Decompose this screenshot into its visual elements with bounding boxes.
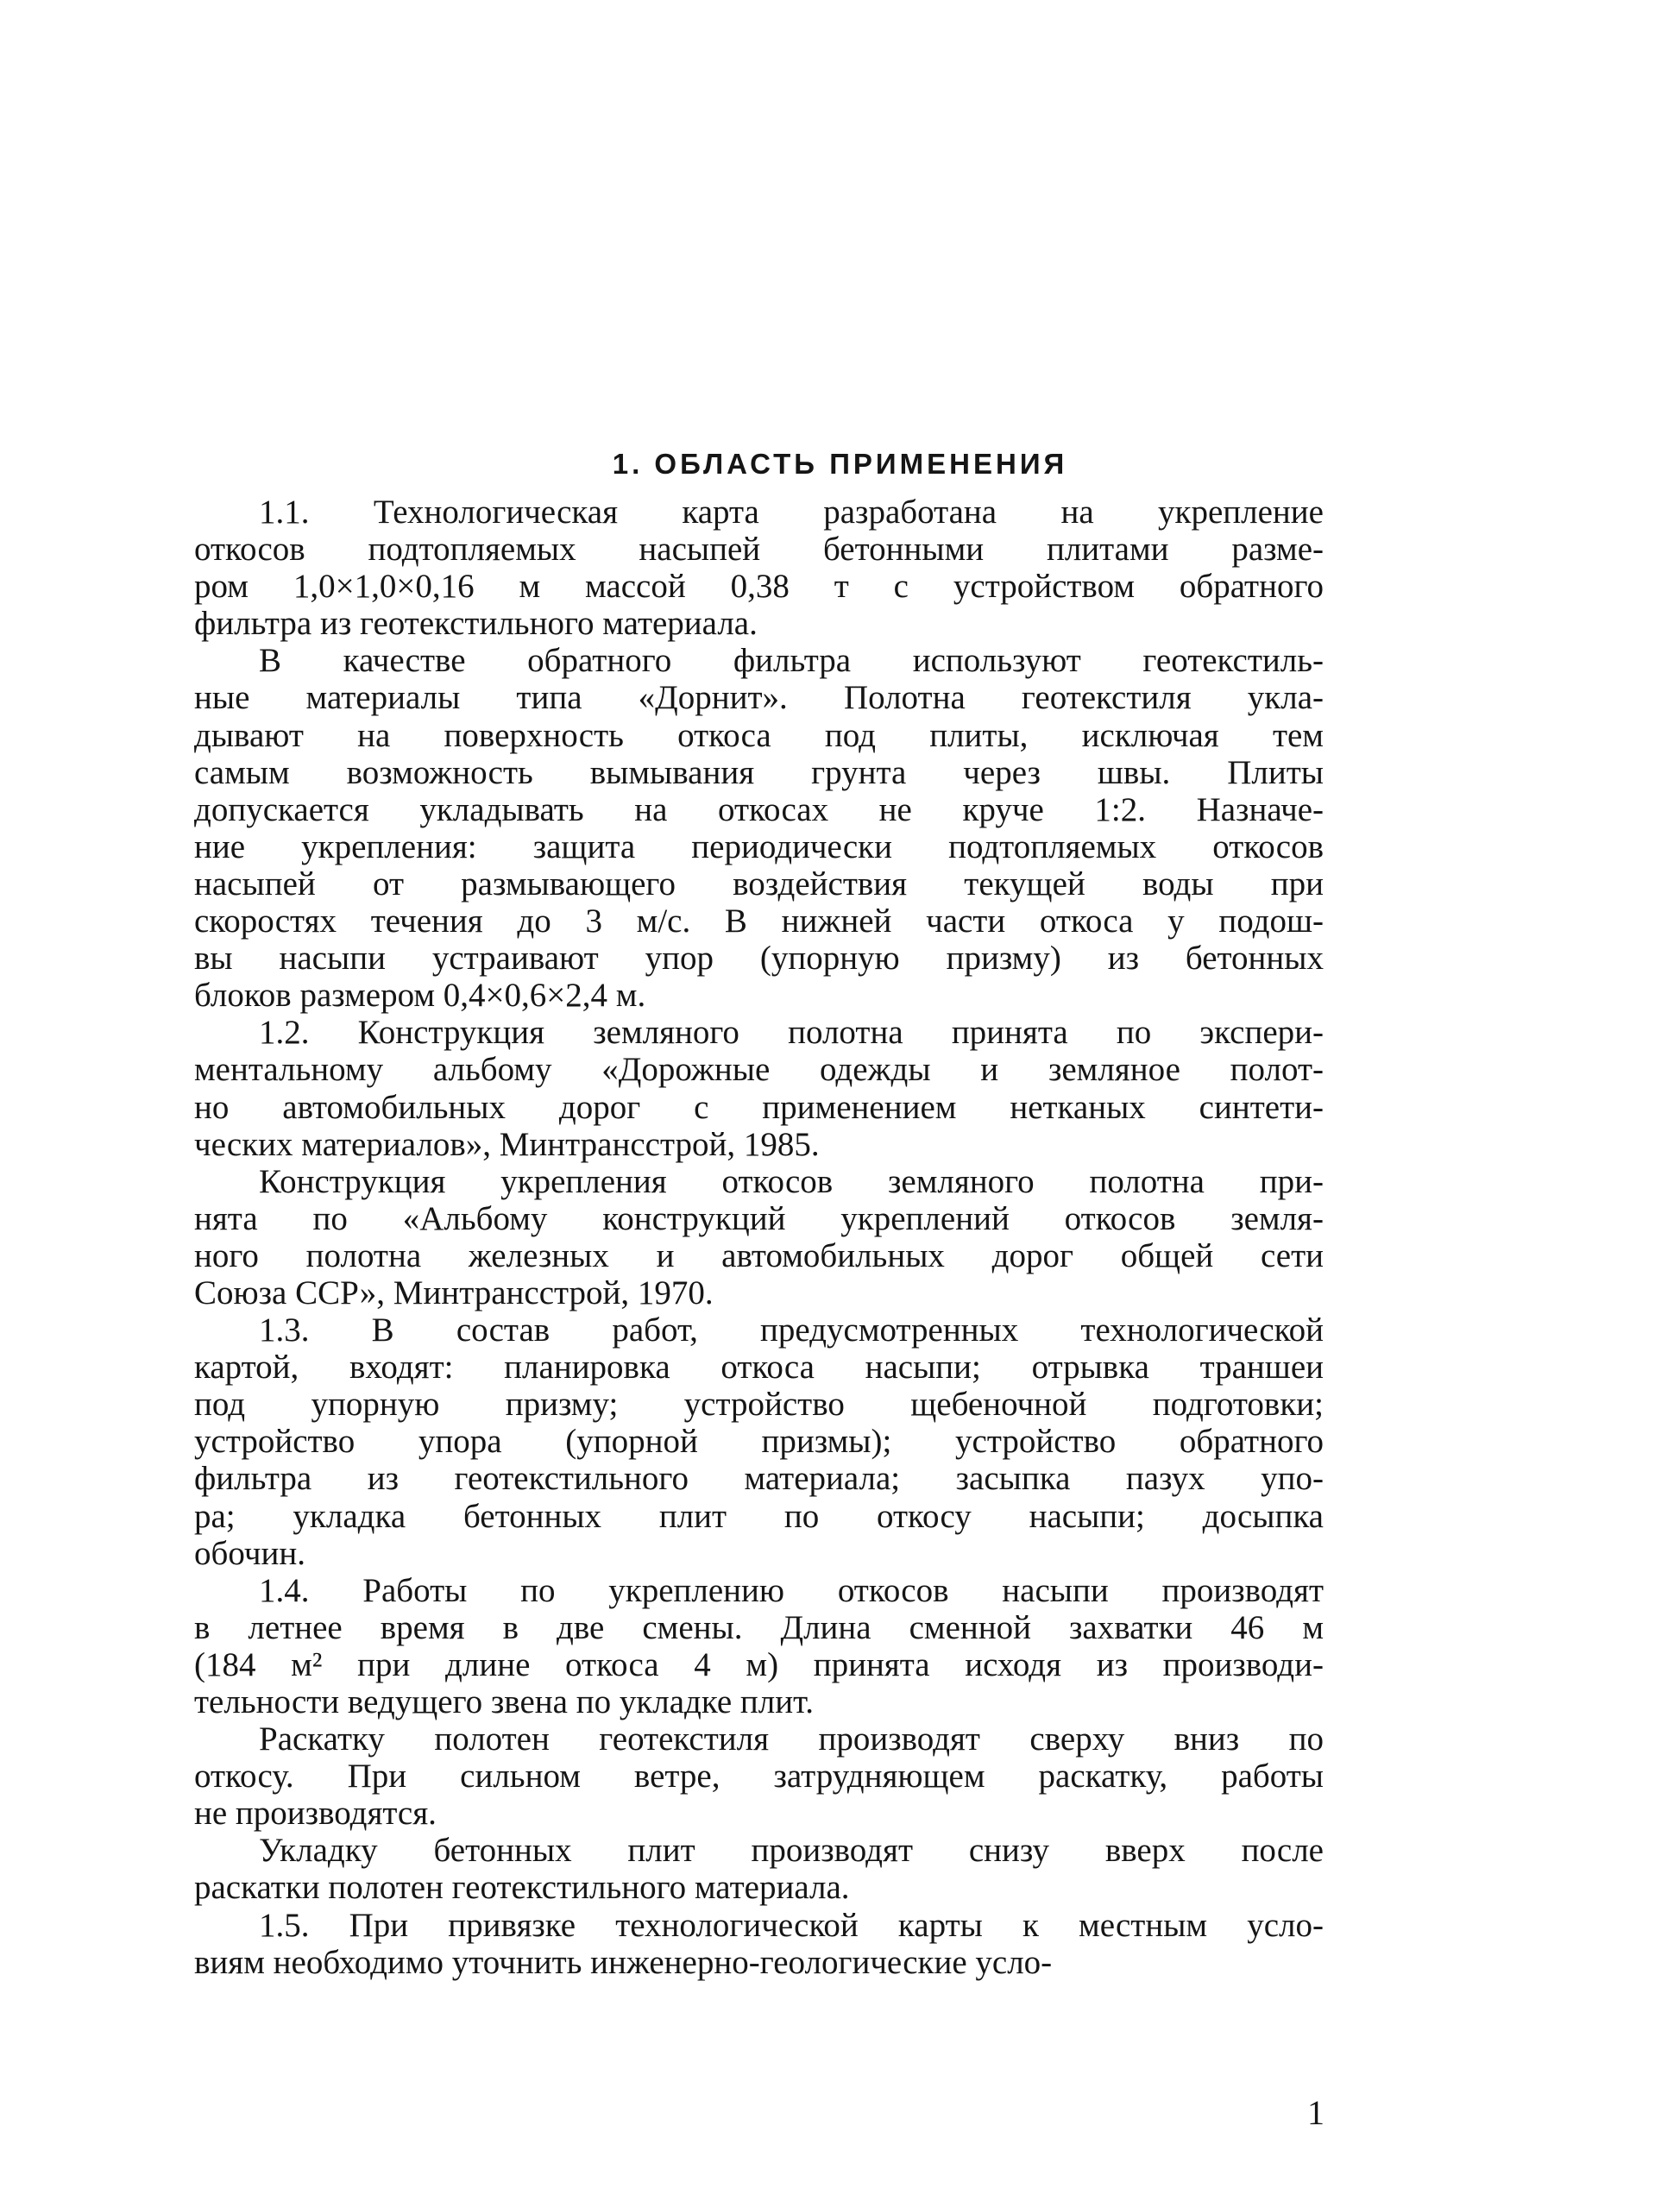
text-line: 1.1. Технологическая карта разработана на укрепление <box>259 494 1324 531</box>
text-line: (184 м² при длине откоса 4 м) принята исходя из производи- <box>194 1645 1324 1683</box>
text-line: Конструкция укрепления откосов земляного полотна при- <box>259 1162 1324 1200</box>
text-line: ние укрепления: защита периодически подтопляемых откосов <box>194 827 1324 865</box>
text-line: устройство упора (упорной призмы); устройство обратного <box>194 1423 1324 1461</box>
text-line: картой, входят: планировка откоса насыпи; отрывка траншеи <box>194 1349 1324 1387</box>
text-line: блоков размером 0,4×0,6×2,4 м. <box>194 977 646 1015</box>
text-line: Союза ССР», Минтрансстрой, 1970. <box>194 1274 714 1311</box>
text-line: ра; укладка бетонных плит по откосу насыпи; досыпка <box>194 1497 1324 1535</box>
paragraph <box>194 1832 1324 1906</box>
paragraph <box>194 1720 1324 1832</box>
paragraph <box>194 1163 1324 1311</box>
text-line: насыпей от размывающего воздействия текущей воды при <box>194 865 1324 903</box>
text-line: тельности ведущего звена по укладке плит. <box>194 1683 814 1720</box>
paragraph <box>194 642 1324 1014</box>
text-line: 1.2. Конструкция земляного полотна принята по экспери- <box>259 1014 1324 1052</box>
text-line: 1.3. В состав работ, предусмотренных технологической <box>259 1311 1324 1349</box>
text-line: ные материалы типа «Дорнит». Полотна геотекстиля укла- <box>194 679 1324 717</box>
text-line: откосу. При сильном ветре, затрудняющем раскатку, работы <box>194 1758 1324 1796</box>
text-line: 1.5. При привязке технологической карты к местным усло- <box>259 1906 1324 1944</box>
text-line: фильтра из геотекстильного материала. <box>194 605 758 643</box>
text-line: в летнее время в две смены. Длина сменной захватки 46 м <box>194 1608 1324 1646</box>
text-line: не производятся. <box>194 1795 437 1833</box>
section-title: 1. ОБЛАСТЬ ПРИМЕНЕНИЯ <box>612 448 1068 480</box>
text-line: вы насыпи устраивают упор (упорную призму) из бетонных <box>194 940 1324 978</box>
text-line: нята по «Альбому конструкций укреплений откосов земля- <box>194 1199 1324 1237</box>
text-line: раскатки полотен геотекстильного материала. <box>194 1869 850 1907</box>
text-line: виям необходимо уточнить инженерно-геологические усло- <box>194 1943 1053 1981</box>
text-line: но автомобильных дорог с применением нетканых синтети- <box>194 1088 1324 1126</box>
paragraph <box>194 1572 1324 1720</box>
text-line: дывают на поверхность откоса под плиты, исключая тем <box>194 716 1324 754</box>
text-line: ментальному альбому «Дорожные одежды и земляное полот- <box>194 1051 1324 1089</box>
text-line: скоростях течения до 3 м/с. В нижней части откоса у подош- <box>194 903 1324 940</box>
text-line: ного полотна железных и автомобильных дорог общей сети <box>194 1236 1324 1274</box>
text-line: ром 1,0×1,0×0,16 м массой 0,38 т с устройством обратного <box>194 568 1324 606</box>
text-line: В качестве обратного фильтра используют геотекстиль- <box>259 642 1324 680</box>
text-line: ческих материалов», Минтрансстрой, 1985. <box>194 1125 820 1163</box>
text-line: под упорную призму; устройство щебеночной подготовки; <box>194 1386 1324 1424</box>
text-line: Укладку бетонных плит производят снизу вверх после <box>259 1832 1324 1870</box>
body-text <box>194 494 1324 1981</box>
text-line: Раскатку полотен геотекстиля производят сверху вниз по <box>259 1720 1324 1758</box>
text-line: 1.4. Работы по укреплению откосов насыпи производят <box>259 1571 1324 1609</box>
paragraph <box>194 1907 1324 1981</box>
text-line: откосов подтопляемых насыпей бетонными плитами разме- <box>194 531 1324 569</box>
paragraph <box>194 1311 1324 1572</box>
paragraph <box>194 1014 1324 1162</box>
text-line: обочин. <box>194 1534 305 1572</box>
text-line: фильтра из геотекстильного материала; засыпка пазух упо- <box>194 1460 1324 1498</box>
text-line: допускается укладывать на откосах не круче 1:2. Назначе- <box>194 790 1324 828</box>
paragraph <box>194 494 1324 642</box>
text-line: самым возможность вымывания грунта через швы. Плиты <box>194 753 1324 791</box>
page-number: 1 <box>1307 2093 1324 2132</box>
